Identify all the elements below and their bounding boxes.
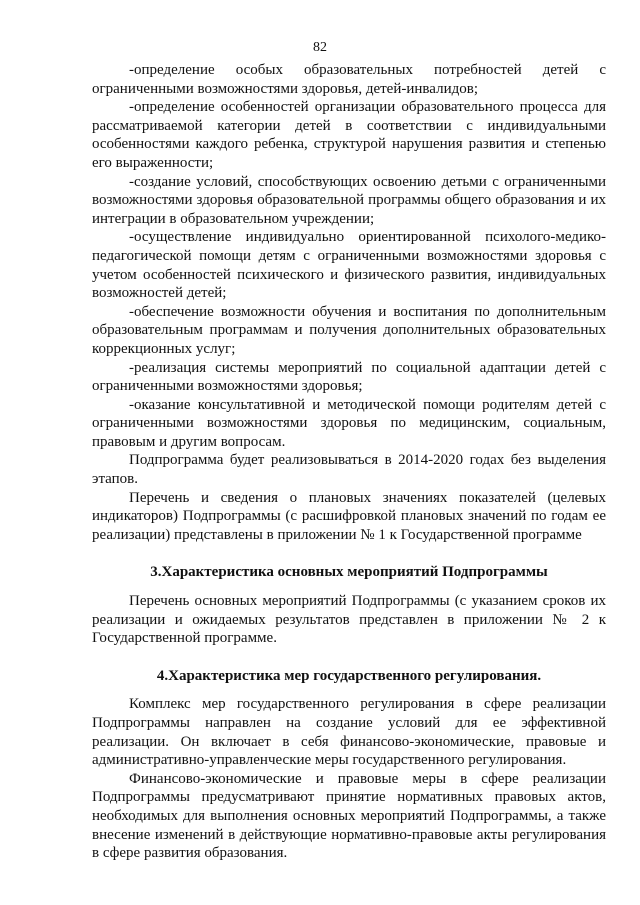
spacer (92, 648, 606, 667)
section-heading-3: 3.Характеристика основных мероприятий Подпрограммы (150, 564, 548, 581)
body-paragraph: Перечень и сведения о плановых значениях показателей (целевых индикаторов) Подпрограммы (с расшифровкой плановых значений по годам ее реализации) представлены в приложении № 1 к Государственной программе (92, 489, 606, 543)
list-item: -создание условий, способствующих освоению детьми с ограниченными возможностями здоровья образовательной программы общего образования и их интеграции в образовательном учреждении; (92, 173, 606, 227)
list-item: -обеспечение возможности обучения и воспитания по дополнительным образовательным программам и получения дополнительных образовательных коррекционных услуг; (92, 303, 606, 357)
section-heading-4: 4.Характеристика мер государственного регулирования. (156, 667, 542, 684)
spacer (92, 582, 606, 592)
body-paragraph: Комплекс мер государственного регулирования в сфере реализации Подпрограммы направлен на создание условий для ее эффективной реализации. Он включает в себя финансово-экономические, правовые и административно-управленческие меры государственного регулирования. (92, 696, 606, 769)
page-number: 82 (313, 40, 327, 55)
page-content (92, 61, 606, 863)
list-item: -осуществление индивидуально ориентированной психолого-медико-педагогической помощи детям с ограниченными возможностями здоровья с учетом особенностей психического и физического развития, индивидуальных возможностей детей; (92, 229, 606, 302)
body-paragraph: Финансово-экономические и правовые меры в сфере реализации Подпрограммы предусматривают принятие нормативных правовых актов, необходимых для выполнения основных мероприятий Подпрограммы, а также внесение изменений в действующие нормативно-правовые акты регулирования в сфере развития образования. (92, 770, 606, 862)
list-item: -оказание консультативной и методической помощи родителям детей с ограниченными возможностями здоровья по медицинским, социальным, правовым и другим вопросам. (92, 396, 606, 450)
body-paragraph: Перечень основных мероприятий Подпрограммы (с указанием сроков их реализации и ожидаемых результатов представлен в приложении № 2 к Государственной программе. (92, 593, 606, 647)
list-item: -определение особенностей организации образовательного процесса для рассматриваемой категории детей в соответствии с индивидуальными особенностями каждого ребенка, структурой нарушения развития и степенью его выраженности; (92, 99, 606, 171)
spacer (92, 544, 606, 563)
body-paragraph: Подпрограмма будет реализовываться в 2014-2020 годах без выделения этапов. (92, 452, 606, 488)
spacer (92, 685, 606, 695)
list-item: -реализация системы мероприятий по социальной адаптации детей с ограниченными возможностями здоровья; (92, 359, 606, 395)
list-item: -определение особых образовательных потребностей детей с ограниченными возможностями здоровья, детей-инвалидов; (92, 62, 606, 97)
